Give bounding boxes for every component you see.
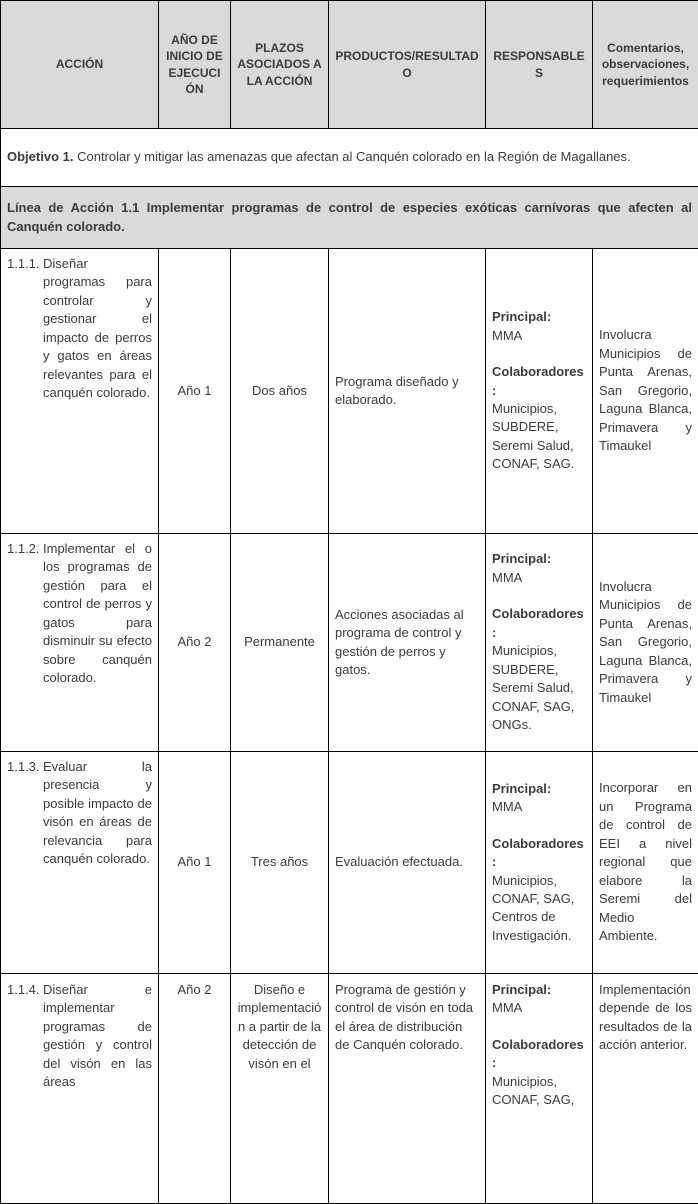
principal-label: Principal: [492, 550, 586, 568]
colaboradores-label: Colaboradores: [492, 835, 586, 872]
header-plazos: PLAZOS ASOCIADOS A LA ACCIÓN [231, 1, 329, 129]
producto-cell: Programa diseñado y elaborado. [329, 249, 486, 534]
principal-label: Principal: [492, 981, 586, 999]
accion-cell [1, 974, 159, 1204]
colaboradores-value: Municipios, CONAF, SAG, Centros de Investigación. [492, 872, 586, 946]
anio-inicio-cell: Año 2 [159, 974, 231, 1204]
comentarios-cell: Incorporar en un Programa de control de EEI a nivel regional que elabore la Seremi del Medio Ambiente. [593, 752, 698, 974]
accion-text: Implementar el o los programas de gestión para el control de perros y gatos para disminuir su efecto sobre canquén colorado. [43, 540, 152, 688]
anio-inicio-cell: Año 2 [159, 534, 231, 752]
table-row [1, 534, 698, 752]
accion-number: 1.1.4. [7, 981, 43, 1092]
producto-cell: Programa de gestión y control de visón en toda el área de distribución de Canquén colorado. [329, 974, 486, 1204]
accion-number: 1.1.1. [7, 255, 43, 403]
plazos-cell: Dos años [231, 249, 329, 534]
principal-value: MMA [492, 569, 586, 587]
colaboradores-label: Colaboradores: [492, 605, 586, 642]
accion-cell [1, 534, 159, 752]
plazos-cell: Permanente [231, 534, 329, 752]
anio-inicio-cell: Año 1 [159, 249, 231, 534]
accion-text: Evaluar la presencia y posible impacto de visón en áreas de relevancia para canquén colorado. [43, 758, 152, 869]
objetivo-label: Objetivo 1. [7, 149, 73, 164]
plazos-cell: Diseño e implementación a partir de la detección de visón en el [231, 974, 329, 1204]
accion-text: Diseñar e implementar programas de gestión y control del visón en las áreas [43, 981, 152, 1092]
table-row [1, 752, 698, 974]
colaboradores-label: Colaboradores: [492, 1036, 586, 1073]
linea-accion-row [1, 187, 698, 249]
responsables-cell [486, 974, 593, 1204]
producto-cell: Acciones asociadas al programa de control y gestión de perros y gatos. [329, 534, 486, 752]
accion-cell [1, 752, 159, 974]
colaboradores-value: Municipios, CONAF, SAG, [492, 1073, 586, 1110]
principal-value: MMA [492, 327, 586, 345]
responsables-cell [486, 534, 593, 752]
objetivo-text: Controlar y mitigar las amenazas que afectan al Canquén colorado en la Región de Magallanes. [77, 149, 631, 164]
principal-value: MMA [492, 999, 586, 1017]
objetivo-cell [1, 129, 698, 187]
principal-value: MMA [492, 798, 586, 816]
accion-cell [1, 249, 159, 534]
header-row [1, 1, 698, 129]
comentarios-cell: Involucra Municipios de Punta Arenas, San Gregorio, Laguna Blanca, Primavera y Timaukel [593, 249, 698, 534]
responsables-cell [486, 249, 593, 534]
producto-cell: Evaluación efectuada. [329, 752, 486, 974]
header-anio-inicio: AÑO DE INICIO DE EJECUCIÓN [159, 1, 231, 129]
accion-text: Diseñar programas para controlar y gestionar el impacto de perros y gatos en áreas relevantes para el canquén colorado. [43, 255, 152, 403]
principal-label: Principal: [492, 308, 586, 326]
header-comentarios: Comentarios, observaciones, requerimientos [593, 1, 698, 129]
colaboradores-value: Municipios, SUBDERE, Seremi Salud, CONAF, SAG, ONGs. [492, 642, 586, 734]
linea-accion-cell: Línea de Acción 1.1 Implementar programas de control de especies exóticas carnívoras que afecten al Canquén colorado. [1, 187, 698, 249]
comentarios-cell: Implementación depende de los resultados de la acción anterior. [593, 974, 698, 1204]
accion-number: 1.1.2. [7, 540, 43, 688]
table-row [1, 249, 698, 534]
colaboradores-value: Municipios, SUBDERE, Seremi Salud, CONAF, SAG. [492, 400, 586, 474]
responsables-cell [486, 752, 593, 974]
accion-number: 1.1.3. [7, 758, 43, 869]
header-responsables: RESPONSABLES [486, 1, 593, 129]
anio-inicio-cell: Año 1 [159, 752, 231, 974]
header-productos: PRODUCTOS/RESULTADO [329, 1, 486, 129]
objetivo-row [1, 129, 698, 187]
comentarios-cell: Involucra Municipios de Punta Arenas, San Gregorio, Laguna Blanca, Primavera y Timaukel [593, 534, 698, 752]
principal-label: Principal: [492, 780, 586, 798]
header-accion: ACCIÓN [1, 1, 159, 129]
colaboradores-label: Colaboradores: [492, 363, 586, 400]
table-row [1, 974, 698, 1204]
plazos-cell: Tres años [231, 752, 329, 974]
